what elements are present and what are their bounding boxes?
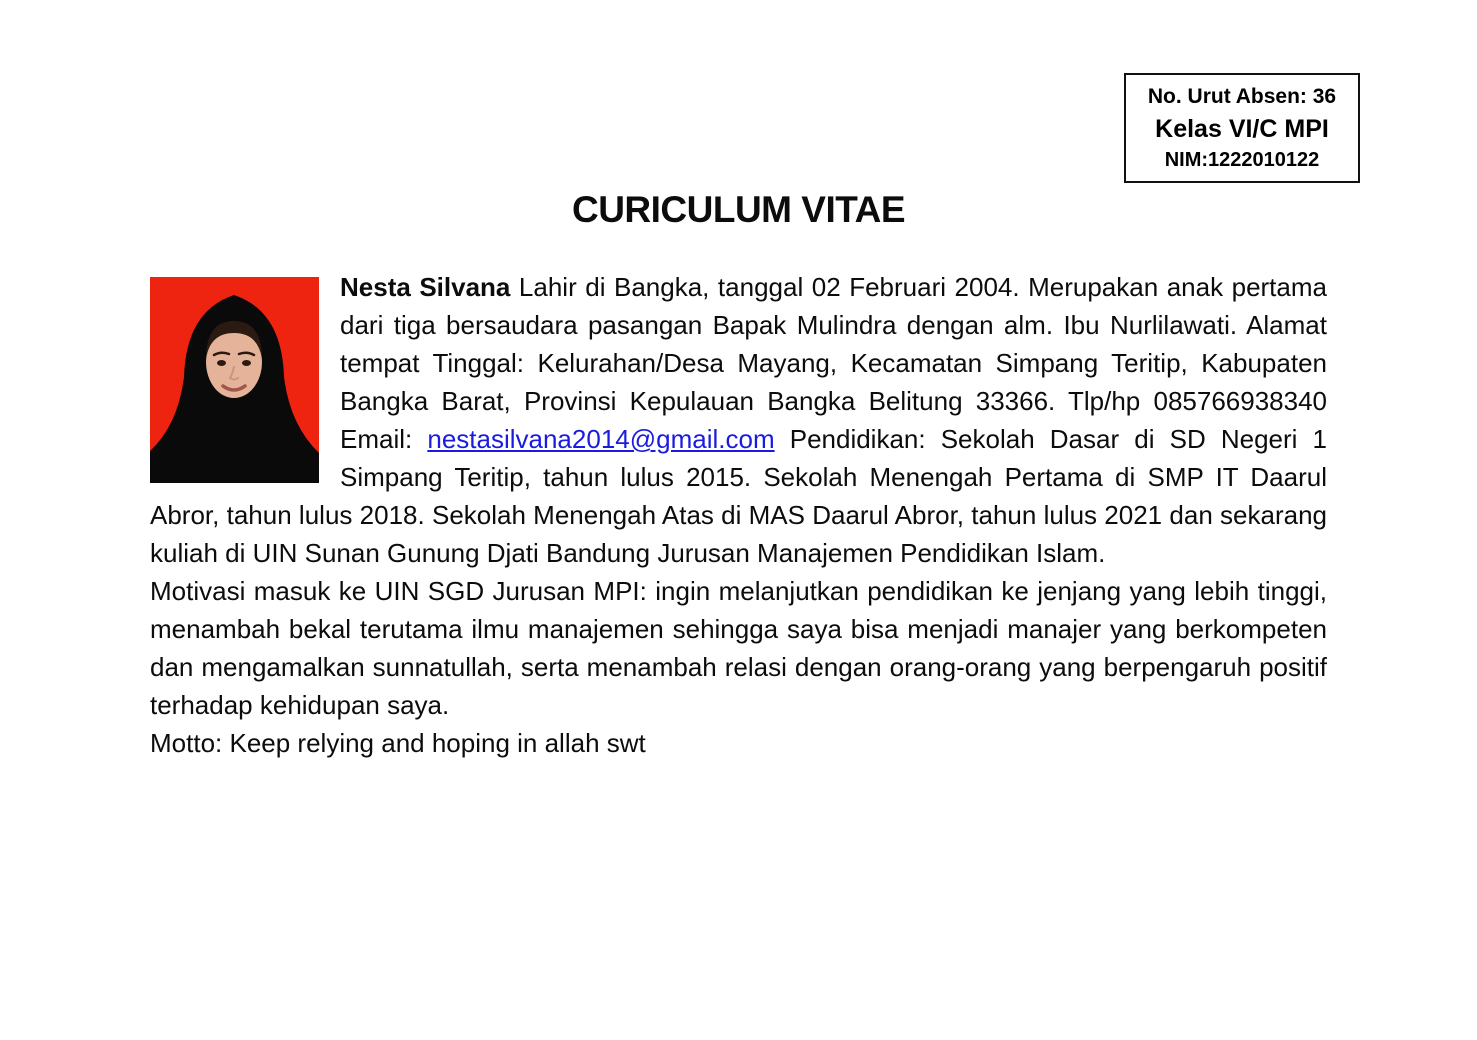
email-link[interactable]: nestasilvana2014@gmail.com xyxy=(427,424,775,454)
profile-photo xyxy=(150,277,319,483)
class-line: Kelas VI/C MPI xyxy=(1155,115,1329,143)
absence-number-line: No. Urut Absen: 36 xyxy=(1147,85,1337,108)
bio-text-before-email: Lahir di Bangka, tanggal 02 Februari 2004. Merupakan anak pertama dari tiga bersaudara pasangan Bapak Mulindra dengan alm. Ibu Nurlilawati. Alamat tempat Tinggal: Kelurahan/Desa Mayang, Kecamatan Simpang Teritip, Kabupaten Bangka Barat, Provinsi Kepulauan Bangka Belitung 33366. Tlp/hp 085766938340 Email: xyxy=(340,272,1327,454)
student-identity-box xyxy=(1124,73,1360,183)
person-name: Nesta Silvana xyxy=(340,272,511,302)
cv-body xyxy=(150,268,1327,762)
bio-paragraph xyxy=(150,268,1327,572)
bio-text-after-email: Pendidikan: Sekolah Dasar di SD Negeri 1 Simpang Teritip, tahun lulus 2015. Sekolah Menengah Pertama di SMP IT Daarul Abror, tahun lulus 2018. Sekolah Menengah Atas di MAS Daarul Abror, tahun lulus 2021 dan sekarang kuliah di UIN Sunan Gunung Djati Bandung Jurusan Manajemen Pendidikan Islam. xyxy=(150,424,1327,568)
left-eye xyxy=(217,360,226,366)
motivation-paragraph: Motivasi masuk ke UIN SGD Jurusan MPI: ingin melanjutkan pendidikan ke jenjang yang lebih tinggi, menambah bekal terutama ilmu manajemen sehingga saya bisa menjadi manajer yang berkompeten dan mengamalkan sunnatullah, serta menambah relasi dengan orang-orang yang berpengaruh positif terhadap kehidupan saya. xyxy=(150,576,1327,720)
page-title: CURICULUM VITAE xyxy=(571,189,905,230)
right-eye xyxy=(242,360,251,366)
motto-paragraph: Motto: Keep relying and hoping in allah swt xyxy=(150,728,646,758)
profile-photo-illustration xyxy=(150,277,319,483)
nim-line: NIM:1222010122 xyxy=(1164,149,1320,171)
